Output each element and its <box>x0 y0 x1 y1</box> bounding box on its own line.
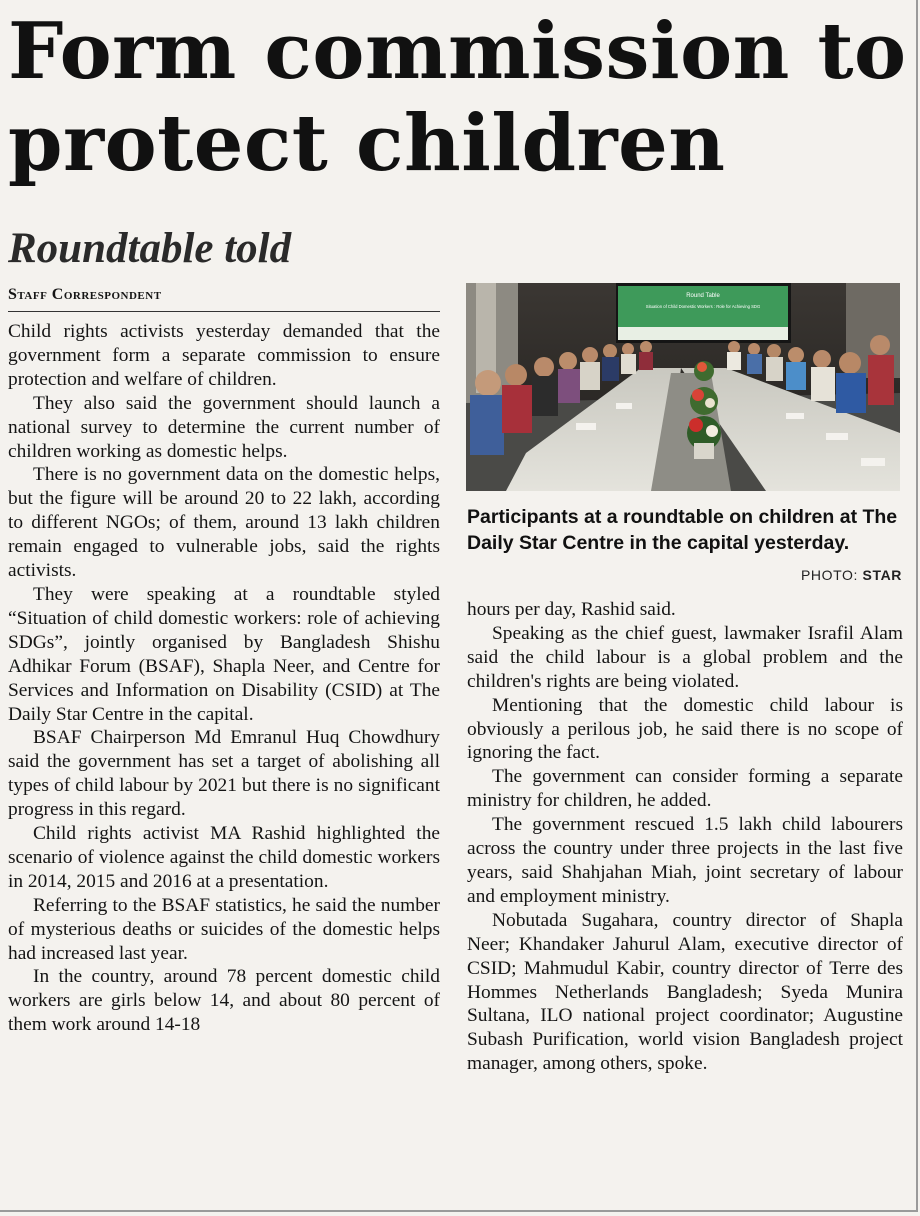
paragraph: Child rights activist MA Rashid highlighted the scenario of violence against the child domestic workers in 2014, 2015 and 2016 at a presentation. <box>8 823 440 892</box>
kicker: Roundtable told <box>8 225 292 272</box>
paragraph: There is no government data on the domestic helps, but the figure will be around 20 to 22 lakh, according to different NGOs; of them, around 13 lakh children remain engaged to vulnerable jobs, said the rights activists. <box>8 464 440 582</box>
article-column-left <box>8 320 440 1037</box>
roundtable-photo-illustration <box>466 283 900 491</box>
paragraph: The government rescued 1.5 lakh child labourers across the country under three projects in the last five years, said Shahjahan Miah, joint secretary of labour and employment ministry. <box>467 814 903 907</box>
paragraph: Nobutada Sugahara, country director of Shapla Neer; Khandaker Jahurul Alam, executive director of CSID; Mahmudul Kabir, country director of Terre des Hommes Netherlands Bangladesh; Syeda Munira Sultana, ILO national project coordinator; Augustine Subash Purification, world vision Bangladesh project manager, among others, spoke. <box>467 909 903 1075</box>
paragraph: Referring to the BSAF statistics, he said the number of mysterious deaths or suicides of the domestic helps had increased last year. <box>8 894 440 964</box>
banner-line-1: Round Table <box>686 293 720 299</box>
paragraph: hours per day, Rashid said. <box>467 599 676 620</box>
paragraph: They also said the government should launch a national survey to determine the current number of children working as domestic helps. <box>8 392 440 462</box>
paragraph: In the country, around 78 percent domestic child workers are girls below 14, and about 80 percent of them work around 14-18 <box>8 966 440 1036</box>
photo-credit-source: STAR <box>862 567 902 583</box>
paragraph: The government can consider forming a separate ministry for children, he added. <box>467 766 903 812</box>
paragraph: Speaking as the chief guest, lawmaker Israfil Alam said the child labour is a global problem and the children's rights are being violated. <box>467 622 903 692</box>
photo-credit-label: PHOTO: <box>800 567 859 583</box>
banner-line-2: Situation of Child Domestic Workers : Role for Achieving SDG <box>645 304 761 309</box>
photo-caption: Participants at a roundtable on children at The Daily Star Centre in the capital yesterday. <box>467 506 898 554</box>
paragraph: They were speaking at a roundtable styled “Situation of child domestic workers: role of achieving SDGs”, jointly organised by Bangladesh Shishu Adhikar Forum (BSAF), Shapla Neer, and Centre for Services and Information on Disability (CSID) at The Daily Star Centre in the capital. <box>8 583 440 725</box>
photo-credit <box>801 565 902 585</box>
paragraph: BSAF Chairperson Md Emranul Huq Chowdhury said the government has set a target of abolishing all types of child labour by 2021 but there is no significant progress in this regard. <box>8 727 440 821</box>
paragraph: Mentioning that the domestic child labour is obviously a perilous job, he said there is no scope of ignoring the fact. <box>467 694 903 764</box>
headline: Form commission to protect children <box>8 6 907 189</box>
byline: Staff Correspondent <box>8 285 440 312</box>
article-column-right <box>467 598 903 1076</box>
roundtable-photo <box>466 283 900 491</box>
paragraph: Child rights activists yesterday demanded that the government form a separate commission to ensure protection and welfare of children. <box>8 321 440 390</box>
